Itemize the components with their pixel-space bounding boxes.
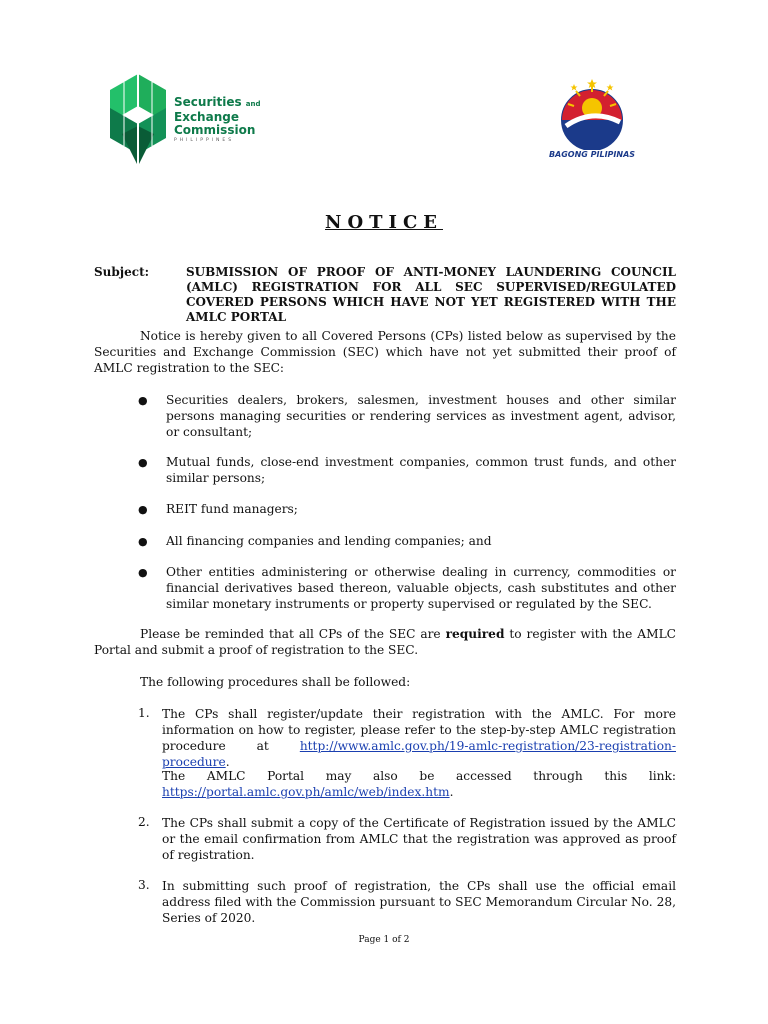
procedure-number-1: 1.: [138, 706, 150, 720]
procedure-1-end: .: [225, 755, 230, 769]
bullet-marker: ●: [138, 566, 148, 579]
registration-procedure-link[interactable]: http://www.amlc.gov.ph/19-amlc-registration/23-registration-procedure: [162, 739, 676, 769]
sec-logo: [108, 74, 268, 166]
sec-wordmark-line2: Exchange: [174, 110, 239, 124]
reminder-text-end: to register with the AMLC Portal and submit a proof of registration to the SEC.: [94, 627, 676, 657]
sec-wordmark-line3: Commission: [174, 123, 256, 137]
procedure-item-3: In submitting such proof of registration, the CPs shall use the official email address filed with the Commission pursuant to SEC Memorandum Circular No. 28, Series of 2020.: [162, 879, 676, 925]
page-number: Page 1 of 2: [358, 935, 410, 945]
sec-emblem-icon: [108, 74, 168, 166]
bullet-marker: ●: [138, 503, 148, 516]
bagong-pilipinas-emblem-icon: [544, 78, 640, 150]
subject-label: Subject:: [94, 265, 150, 279]
subject-text: SUBMISSION OF PROOF OF ANTI-MONEY LAUNDERING COUNCIL (AMLC) REGISTRATION FOR ALL SEC SUPERVISED/REGULATED COVERED PERSONS WHICH HAVE NOT YET REGISTERED WITH THE AMLC PORTAL: [186, 265, 676, 324]
sec-wordmark: [174, 96, 261, 143]
reminder-text-start: Please be reminded that all CPs of the SEC are: [140, 627, 446, 641]
intro-paragraph: Notice is hereby given to all Covered Persons (CPs) listed below as supervised by the Securities and Exchange Commission (SEC) which have not yet submitted their proof of AMLC registration to the SEC:: [94, 329, 676, 375]
procedure-1-sub-text: The AMLC Portal may also be accessed through this link:: [162, 769, 676, 783]
sec-wordmark-line1: Securities: [174, 95, 242, 109]
reminder-paragraph: [94, 626, 676, 658]
procedure-1-text: The CPs shall register/update their registration with the AMLC. For more information on how to register, please refer to the step-by-step AMLC registration procedure at: [162, 707, 676, 753]
bullet-item-3: REIT fund managers;: [166, 502, 298, 516]
procedure-item-2: The CPs shall submit a copy of the Certificate of Registration issued by the AMLC or the email confirmation from AMLC that the registration was approved as proof of registration.: [162, 816, 676, 862]
amlc-portal-link[interactable]: https://portal.amlc.gov.ph/amlc/web/index.htm: [162, 785, 450, 799]
bullet-marker: ●: [138, 535, 148, 548]
bullet-item-5: Other entities administering or otherwise dealing in currency, commodities or financial derivatives based thereon, valuable objects, cash substitutes and other similar monetary instruments or property supervised or regulated by the SEC.: [166, 565, 676, 611]
sec-wordmark-and: and: [245, 100, 261, 108]
sec-wordmark-line4: PHILIPPINES: [174, 138, 235, 143]
reminder-required: required: [445, 627, 505, 641]
bullet-item-4: All financing companies and lending companies; and: [166, 534, 492, 548]
bullet-item-1: Securities dealers, brokers, salesmen, investment houses and other similar persons managing securities or rendering services as investment agent, advisor, or consultant;: [166, 393, 676, 439]
procedures-intro: The following procedures shall be followed:: [140, 675, 411, 689]
procedure-item-1: [162, 706, 676, 770]
procedure-number-2: 2.: [138, 815, 150, 829]
procedure-number-3: 3.: [138, 878, 150, 892]
bullet-marker: ●: [138, 456, 148, 469]
bullet-marker: ●: [138, 394, 148, 407]
bullet-item-2: Mutual funds, close-end investment companies, common trust funds, and other similar persons;: [166, 455, 676, 485]
procedure-1-sub-end: .: [449, 785, 454, 799]
notice-title: NOTICE: [325, 212, 443, 233]
procedure-item-1-sub: [162, 768, 676, 800]
bagong-pilipinas-caption: BAGONG PILIPINAS: [548, 150, 636, 159]
bagong-pilipinas-logo: [544, 78, 640, 164]
